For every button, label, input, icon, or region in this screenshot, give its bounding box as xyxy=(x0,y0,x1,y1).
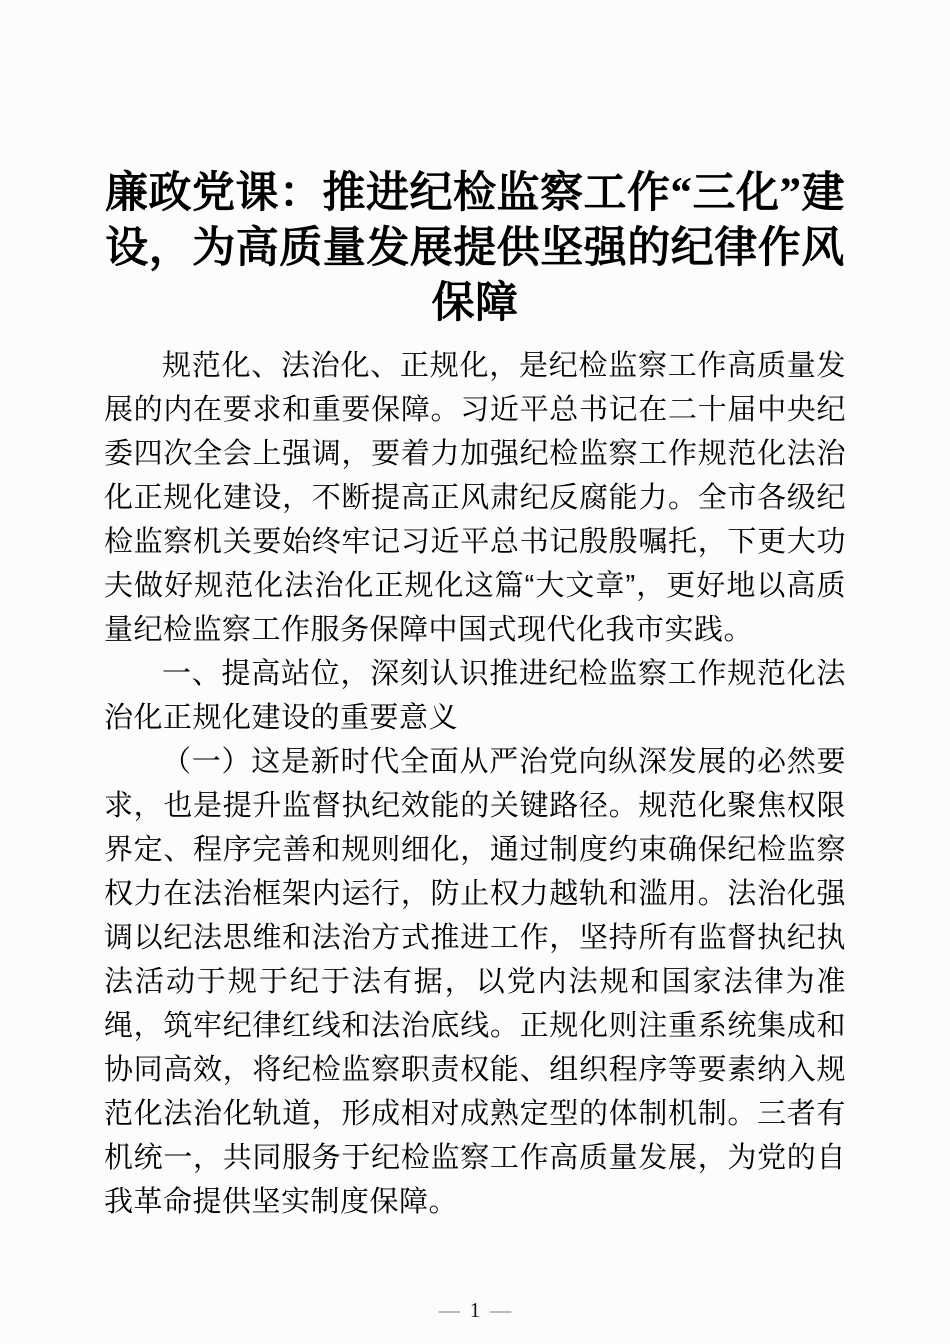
footer-dash-right: — xyxy=(490,1298,512,1322)
document-title: 廉政党课：推进纪检监察工作“三化”建设，为高质量发展提供坚强的纪律作风保障 xyxy=(105,170,845,327)
page-footer xyxy=(0,1298,950,1322)
paragraph-intro: 规范化、法治化、正规化，是纪检监察工作高质量发展的内在要求和重要保障。习近平总书记在二十届中央纪委四次全会上强调，要着力加强纪检监察工作规范化法治化正规化建设，不断提高正风肃纪反腐能力。全市各级纪检监察机关要始终牢记习近平总书记殷殷嘱托，下更大功夫做好规范化法治化正规化这篇“大文章”，更好地以高质量纪检监察工作服务保障中国式现代化我市实践。 xyxy=(104,350,846,646)
section-heading-1: 一、提高站位，深刻认识推进纪检监察工作规范化法治化正规化建设的重要意义 xyxy=(104,658,846,734)
footer-dash-left: — xyxy=(438,1298,460,1322)
paragraph-section-1-point-1: （一）这是新时代全面从严治党向纵深发展的必然要求，也是提升监督执纪效能的关键路径。规范化聚焦权限界定、程序完善和规则细化，通过制度约束确保纪检监察权力在法治框架内运行，防止权力越轨和滥用。法治化强调以纪法思维和法治方式推进工作，坚持所有监督执纪执法活动于规于纪于法有据，以党内法规和国家法律为准绳，筑牢纪律红线和法治底线。正规化则注重系统集成和协同高效，将纪检监察职责权能、组织程序等要素纳入规范化法治化轨道，形成相对成熟定型的体制机制。三者有机统一，共同服务于纪检监察工作高质量发展，为党的自我革命提供坚实制度保障。 xyxy=(104,746,846,1218)
footer-page-number: 1 xyxy=(469,1298,481,1322)
